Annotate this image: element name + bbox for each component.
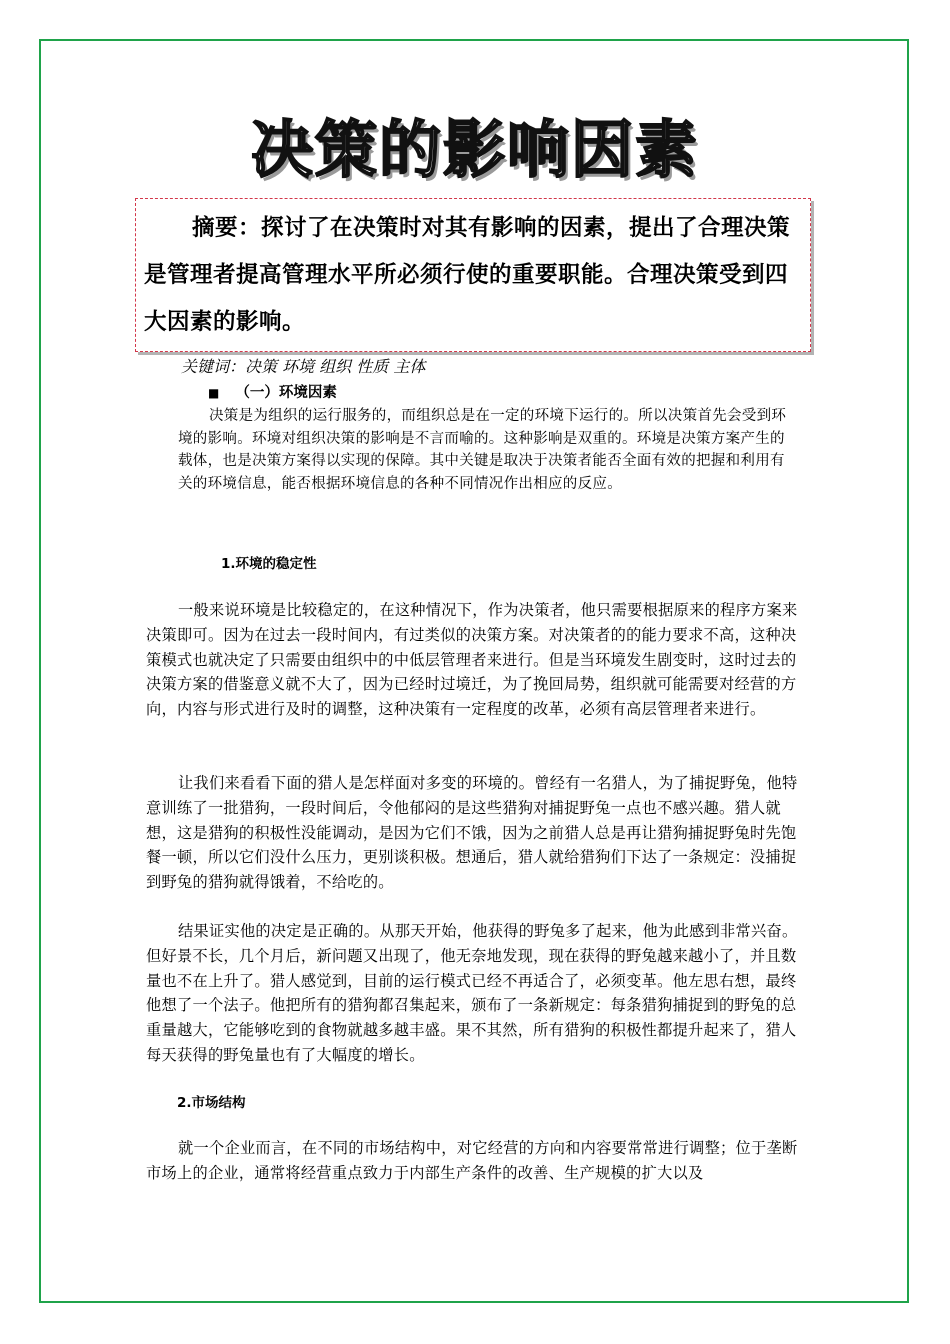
paragraph-hunter-result: 结果证实他的决定是正确的。从那天开始，他获得的野兔多了起来，他为此感到非常兴奋。但好景不长，几个月后，新问题又出现了，他无奈地发现，现在获得的野兔越来越小了，并且数量也不在上升了。猎人感觉到，目前的运行模式已经不再适合了，必须变革。他左思右想，最终他想了一个法子。他把所有的猎狗都召集起来，颁布了一条新规定：每条猎狗捕捉到的野兔的总重量越大，它能够吃到的食物就越多越丰盛。果不其然，所有猎狗的积极性都提升起来了，猎人每天获得的野兔量也有了大幅度的增长。 [146,922,798,1064]
subheading-stability: 1.环境的稳定性 [221,556,317,572]
keywords: 关键词：决策 环境 组织 性质 主体 [181,357,426,376]
section-intro-paragraph: 决策是为组织的运行服务的，而组织总是在一定的环境下运行的。所以决策首先会受到环境的影响。环境对组织决策的影响是不言而喻的。这种影响是双重的。环境是决策方案产生的载体，也是决策方案得以实现的保障。其中关键是取决于决策者能否全面有效的把握和利用有关的环境信息，能否根据环境信息的各种不同情况作出相应的反应。 [178,408,787,492]
section-heading-label: （一）环境因素 [235,385,337,401]
paragraph-hunter-story: 让我们来看看下面的猎人是怎样面对多变的环境的。曾经有一名猎人，为了捕捉野兔，他特意训练了一批猎狗，一段时间后，令他郁闷的是这些猎狗对捕捉野兔一点也不感兴趣。猎人就想，这是猎狗的积极性没能调动，是因为它们不饿，因为之前猎人总是再让猎狗捕捉野兔时先饱餐一顿，所以它们没什么压力，更别谈积极。想通后，猎人就给猎狗们下达了一条规定：没捕捉到野兔的猎狗就得饿着，不给吃的。 [146,774,798,892]
paragraph-stability: 一般来说环境是比较稳定的，在这种情况下，作为决策者，他只需要根据原来的程序方案来决策即可。因为在过去一段时间内，有过类似的决策方案。对决策者的的能力要求不高，这种决策模式也就决定了只需要由组织中的中低层管理者来进行。但是当环境发生剧变时，这时过去的决策方案的借鉴意义就不大了，因为已经时过境迁，为了挽回局势，组织就可能需要对经营的方向，内容与形式进行及时的调整，这种决策有一定程度的改革，必须有高层管理者来进行。 [146,601,798,719]
subheading-market-structure: 2.市场结构 [177,1095,246,1111]
paragraph-market-structure: 就一个企业而言，在不同的市场结构中，对它经营的方向和内容要常常进行调整；位于垄断市场上的企业，通常将经营重点致力于内部生产条件的改善、生产规模的扩大以及 [146,1139,798,1182]
square-bullet-icon: ■ [208,386,220,400]
abstract-text: 摘要：探讨了在决策时对其有影响的因素，提出了合理决策是管理者提高管理水平所必须行使的重要职能。合理决策受到四大因素的影响。 [144,215,791,335]
abstract-box [135,198,811,352]
document-title: 决策的影响因素 [250,113,699,186]
section-heading [208,382,337,404]
